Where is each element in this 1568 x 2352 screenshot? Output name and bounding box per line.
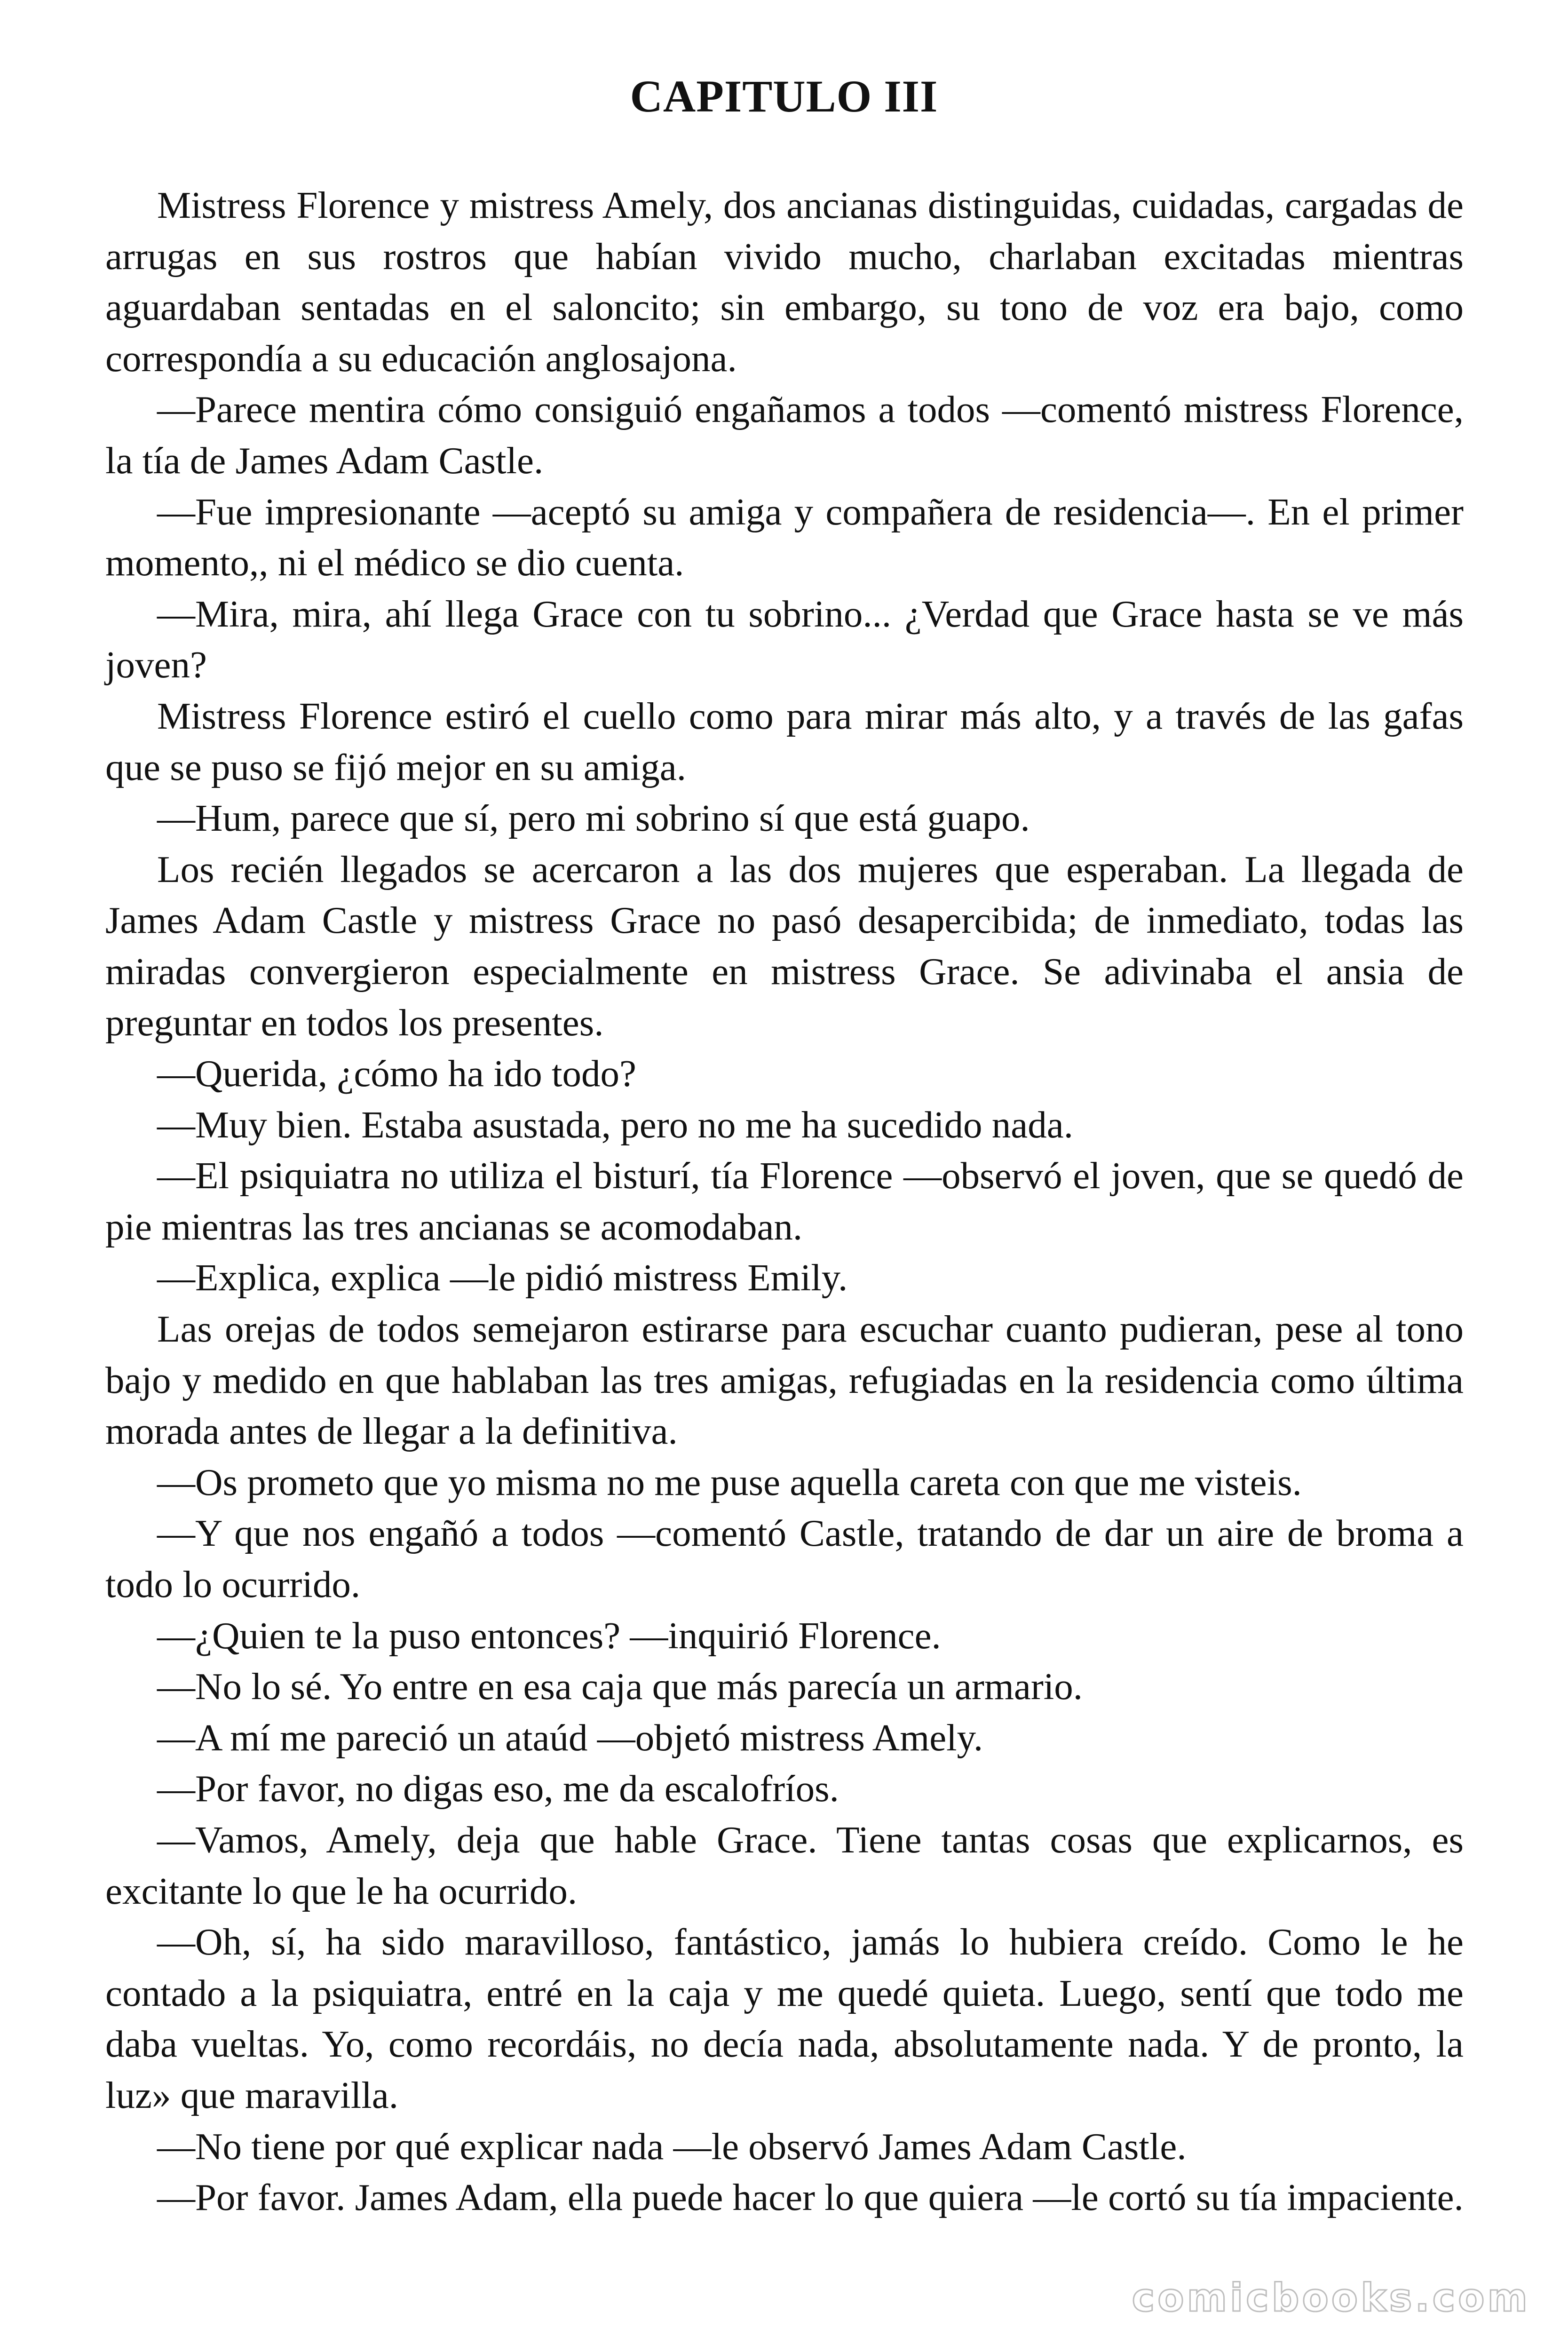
paragraph: —Fue impresionante —aceptó su amiga y compañera de residencia—. En el primer momento,, ni el médico se dio cuenta. [105, 490, 1464, 584]
paragraph: —Por favor. James Adam, ella puede hacer lo que quiera —le cortó su tía impaciente. [157, 2176, 1464, 2219]
paragraph: Las orejas de todos semejaron estirarse para escuchar cuanto pudieran, pese al tono bajo y medido en que hablaban las tres amigas, refugiadas en la residencia como última morada antes de llegar a la definitiva. [105, 1308, 1464, 1453]
paragraph: —Por favor, no digas eso, me da escalofríos. [157, 1767, 839, 1810]
paragraph: Mistress Florence y mistress Amely, dos ancianas distinguidas, cuidadas, cargadas de arrugas en sus rostros que habían vivido mucho, charlaban excitadas mientras aguardaban sentadas en el saloncito; sin embargo, su tono de voz era bajo, como correspondía a su educación anglosajona. [105, 184, 1464, 380]
paragraph: —El psiquiatra no utiliza el bisturí, tía Florence —observó el joven, que se quedó de pie mientras las tres ancianas se acomodaban. [105, 1154, 1464, 1248]
paragraph: —Hum, parece que sí, pero mi sobrino sí que está guapo. [157, 797, 1030, 840]
chapter-title: CAPITULO III [630, 71, 938, 121]
paragraph: —Querida, ¿cómo ha ido todo? [157, 1052, 636, 1095]
paragraph: —Muy bien. Estaba asustada, pero no me ha sucedido nada. [157, 1103, 1073, 1146]
paragraph: —A mí me pareció un ataúd —objetó mistress Amely. [157, 1716, 983, 1759]
paragraph: —Vamos, Amely, deja que hable Grace. Tiene tantas cosas que explicarnos, es excitante lo que le ha ocurrido. [105, 1819, 1464, 1912]
chapter-body [105, 180, 1464, 2223]
paragraph: —Os prometo que yo misma no me puse aquella careta con que me visteis. [157, 1461, 1302, 1503]
paragraph: —Y que nos engañó a todos —comentó Castle, tratando de dar un aire de broma a todo lo ocurrido. [105, 1512, 1464, 1606]
paragraph: —Oh, sí, ha sido maravilloso, fantástico, jamás lo hubiera creído. Como le he contado a la psiquiatra, entré en la caja y me quedé quieta. Luego, sentí que todo me daba vueltas. Yo, como recordáis, no decía nada, absolutamente nada. Y de pronto, la luz» que maravilla. [105, 1921, 1464, 2116]
paragraph: —No tiene por qué explicar nada —le observó James Adam Castle. [157, 2125, 1187, 2168]
paragraph: Mistress Florence estiró el cuello como para mirar más alto, y a través de las gafas que se puso se fijó mejor en su amiga. [105, 694, 1464, 788]
paragraph: —Parece mentira cómo consiguió engañamos a todos —comentó mistress Florence, la tía de James Adam Castle. [105, 388, 1464, 482]
paragraph: —Mira, mira, ahí llega Grace con tu sobrino... ¿Verdad que Grace hasta se ve más joven? [105, 592, 1464, 686]
paragraph: Los recién llegados se acercaron a las dos mujeres que esperaban. La llegada de James Adam Castle y mistress Grace no pasó desapercibida; de inmediato, todas las miradas convergieron especialmente en mistress Grace. Se adivinaba el ansia de preguntar en todos los presentes. [105, 848, 1464, 1044]
paragraph: —No lo sé. Yo entre en esa caja que más parecía un armario. [157, 1665, 1083, 1708]
paragraph: —¿Quien te la puso entonces? —inquirió Florence. [157, 1614, 941, 1657]
paragraph: —Explica, explica —le pidió mistress Emily. [157, 1256, 848, 1299]
watermark: comicbooks.com [1132, 2276, 1530, 2320]
